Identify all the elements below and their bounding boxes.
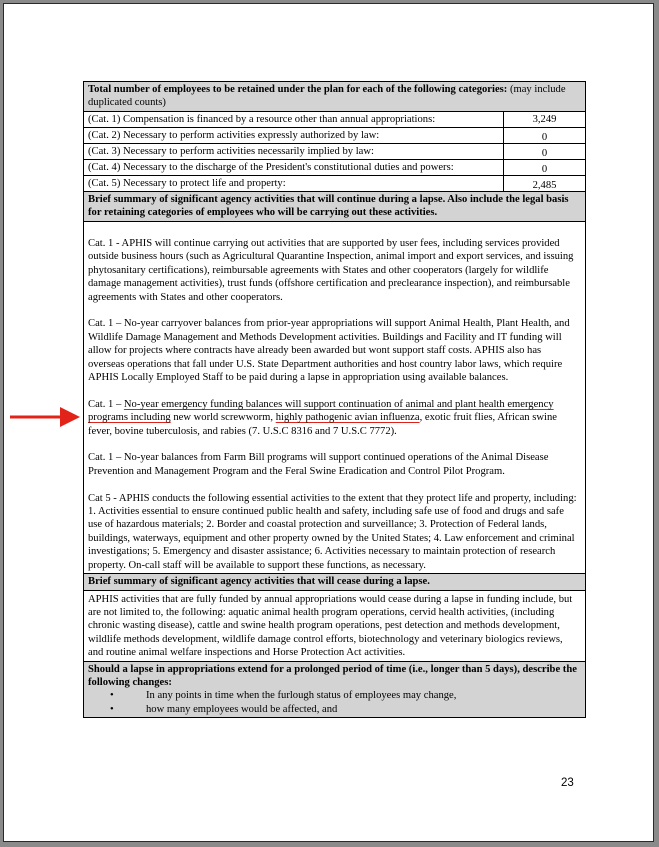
continue-header-text: Brief summary of significant agency activities that will continue during a lapse. Also include the legal basis for retaining categories of employees who will be carrying out these activities.: [88, 193, 569, 219]
cease-header-text: Brief summary of significant agency activities that will cease during a lapse.: [88, 576, 430, 588]
list-item: [88, 703, 582, 716]
category-label: (Cat. 3) Necessary to perform activities necessarily implied by law:: [84, 144, 504, 159]
list-item: [88, 689, 582, 702]
p3-suffix: , exotic fruit flies, African swine fever, bovine tuberculosis, and rabies (7. U.S.C 8316 and 7 U.S.C 7772).: [88, 412, 557, 437]
cease-body-row: [84, 591, 585, 662]
p3-middle: new world screwworm,: [170, 412, 276, 424]
category-row-1: [84, 112, 585, 128]
p3-underlined-emergency: No-year emergency funding balances will support continuation of animal and plant health emergency programs including: [88, 398, 554, 424]
continue-paragraph-2: Cat. 1 – No-year carryover balances from prior-year appropriations will support Animal Health, Plant Health, and Wildlife Damage Management and Methods Development activities. Buildings and Facility and IT funding will allow for projects where contracts have already been awarded but wont support staff costs. APHIS also has overseas operations that fall under U.S. State Department authorities and host country labor laws, which require APHIS Locally Employed Staff to be paid during a lapse in appropriation using available balances.: [88, 318, 570, 384]
category-row-5: [84, 176, 585, 192]
category-value: 0: [541, 163, 548, 175]
bullet-icon: •: [110, 703, 114, 715]
bullet-text: how many employees would be affected, and: [146, 703, 338, 715]
bullet-icon: •: [110, 690, 114, 702]
shutdown-plan-table: [83, 81, 586, 718]
category-label: (Cat. 1) Compensation is financed by a resource other than annual appropriations:: [84, 112, 504, 127]
category-value: 2,485: [532, 179, 557, 191]
prolonged-bullets: [88, 689, 582, 716]
category-label: (Cat. 4) Necessary to the discharge of the President's constitutional duties and powers:: [84, 160, 504, 175]
employees-header-row: [84, 82, 585, 112]
document-page: [3, 3, 654, 842]
prolonged-section: [88, 663, 582, 717]
continue-body: [84, 222, 585, 573]
continue-paragraph-3: [88, 398, 580, 438]
category-label: (Cat. 2) Necessary to perform activities expressly authorized by law:: [84, 128, 504, 143]
prolonged-header-text: Should a lapse in appropriations extend for a prolonged period of time (i.e., longer than 5 days), describe the following changes:: [88, 663, 577, 688]
continue-paragraph-5: Cat 5 - APHIS conducts the following essential activities to the extent that they protect life and property, including: 1. Activities essential to ensure continued public health and safety, including safe use of food and drugs and safe use of hazardous materials; 2. Border and coastal protection and surveillance; 3. Protection of Federal lands, buildings, waterways, equipment and other property owned by the United States; 4. Law enforcement and criminal investigations; 5. Emergency and disaster assistance; 6. Activities necessary to maintain protection of research property. On-call staff will be available to support these functions, as necessary.: [88, 492, 577, 571]
continue-body-row: [84, 222, 585, 574]
category-row-4: [84, 160, 585, 176]
bullet-text: In any points in time when the furlough status of employees may change,: [146, 690, 457, 702]
p3-prefix: Cat. 1 –: [88, 398, 124, 410]
cease-body: APHIS activities that are fully funded by annual appropriations would cease during a lapse in funding include, but are not limited to, the following: aquatic animal health program operations, cervid health activities, (including chronic wasting disease), cattle and swine health program operations, pest detection and methods development, wildlife methods development, wildlife damage control efforts, biotechnology and veterinary biologics reviews, and routine animal welfare inspections and Horse Protection Act activities.: [88, 593, 573, 659]
prolonged-section-row: [84, 662, 585, 718]
category-value: 0: [541, 131, 548, 143]
red-arrow-icon: [8, 405, 80, 429]
category-value: 0: [541, 147, 548, 159]
continue-paragraph-4: Cat. 1 – No-year balances from Farm Bill programs will support continued operations of the Animal Disease Prevention and Management Program and the Feral Swine Eradication and Control Pilot Program.: [88, 452, 549, 477]
category-label: (Cat. 5) Necessary to protect life and property:: [84, 176, 504, 191]
category-value: 3,249: [532, 113, 557, 125]
page-number: 23: [561, 777, 574, 789]
cease-header-row: [84, 574, 585, 590]
employees-header-text: [88, 83, 582, 110]
category-row-2: [84, 128, 585, 144]
employees-header-bold: Total number of employees to be retained under the plan for each of the following categories:: [88, 84, 508, 95]
employees-header-normal: (may include duplicated counts): [88, 84, 566, 109]
category-row-3: [84, 144, 585, 160]
continue-paragraph-1: Cat. 1 - APHIS will continue carrying out activities that are supported by user fees, including services provided outside business hours (such as Agricultural Quarantine Inspection, animal import and export services, and issuing phytosanitary certifications), reimbursable agreements with States and other cooperators (largely for wildlife damage management activities), trust funds (offshore certification and preclearance inspection), and reimbursable agreements with States and other cooperators.: [88, 238, 574, 303]
p3-underlined-avian-influenza: highly pathogenic avian influenza: [275, 412, 420, 424]
continue-header-row: [84, 192, 585, 222]
